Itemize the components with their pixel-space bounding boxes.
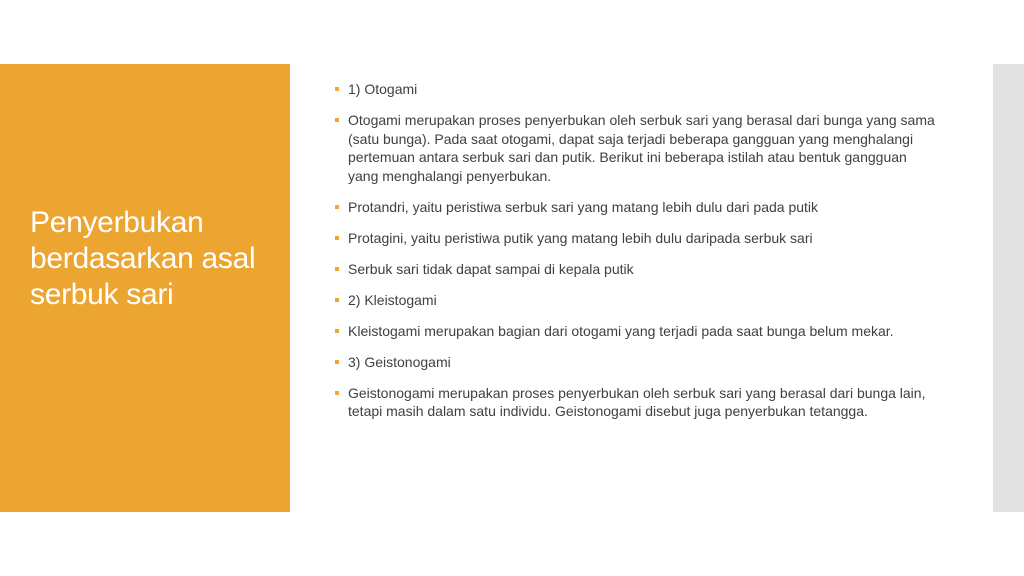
bullet-text: 2) Kleistogami bbox=[348, 291, 437, 308]
bullet-item bbox=[334, 384, 939, 421]
bullet-text: Otogami merupakan proses penyerbukan oleh serbuk sari yang berasal dari bunga yang sama (satu bunga). Pada saat otogami, dapat saja terjadi beberapa gangguan yang menghalangi pertemuan antara serbuk sari dan putik. Berikut ini beberapa istilah atau bentuk gangguan yang menghalangi penyerbukan. bbox=[348, 112, 935, 184]
bullet-item bbox=[334, 322, 939, 341]
square-bullet-icon bbox=[335, 118, 339, 122]
bullet-list bbox=[334, 80, 939, 433]
square-bullet-icon bbox=[335, 360, 339, 364]
square-bullet-icon bbox=[335, 87, 339, 91]
side-strip bbox=[993, 64, 1024, 512]
bullet-text: Serbuk sari tidak dapat sampai di kepala putik bbox=[348, 260, 634, 277]
bullet-text: Kleistogami merupakan bagian dari otogami yang terjadi pada saat bunga belum mekar. bbox=[348, 322, 894, 339]
bullet-item bbox=[334, 229, 939, 248]
bullet-item bbox=[334, 80, 939, 99]
square-bullet-icon bbox=[335, 298, 339, 302]
bullet-item bbox=[334, 198, 939, 217]
bullet-item bbox=[334, 260, 939, 279]
bullet-text: Protagini, yaitu peristiwa putik yang matang lebih dulu daripada serbuk sari bbox=[348, 229, 813, 246]
bullet-text: Geistonogami merupakan proses penyerbukan oleh serbuk sari yang berasal dari bunga lain, tetapi masih dalam satu individu. Geistonogami disebut juga penyerbukan tetangga. bbox=[348, 384, 926, 419]
bullet-text: 3) Geistonogami bbox=[348, 353, 451, 370]
bullet-item bbox=[334, 353, 939, 372]
bullet-item bbox=[334, 111, 939, 185]
square-bullet-icon bbox=[335, 236, 339, 240]
bullet-text: 1) Otogami bbox=[348, 81, 418, 97]
slide-title: Penyerbukan berdasarkan asal serbuk sari bbox=[30, 206, 256, 311]
square-bullet-icon bbox=[335, 329, 339, 333]
square-bullet-icon bbox=[335, 391, 339, 395]
square-bullet-icon bbox=[335, 267, 339, 271]
bullet-text: Protandri, yaitu peristiwa serbuk sari yang matang lebih dulu dari pada putik bbox=[348, 198, 819, 215]
square-bullet-icon bbox=[335, 205, 339, 209]
bullet-item bbox=[334, 291, 939, 310]
